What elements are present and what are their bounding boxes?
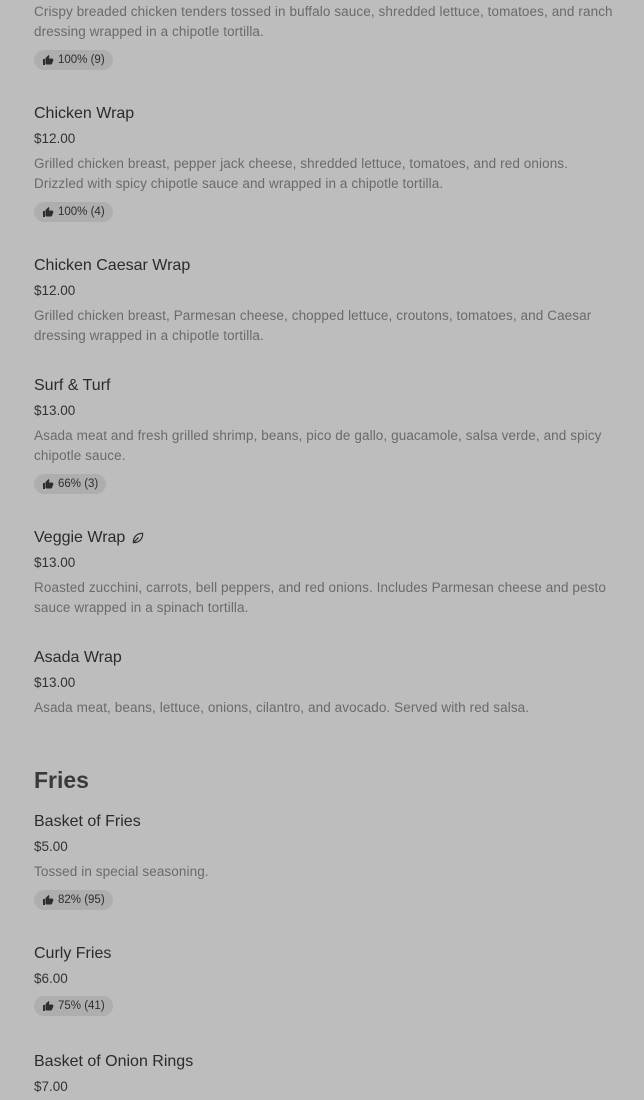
rating-badge (34, 202, 113, 222)
item-description: Grilled chicken breast, pepper jack cheese, shredded lettuce, tomatoes, and red onions. Drizzled with spicy chipotle sauce and wrapped in a chipotle tortilla. (34, 156, 569, 191)
menu-item[interactable] (34, 376, 614, 495)
item-description: Crispy breaded chicken tenders tossed in buffalo sauce, shredded lettuce, tomatoes, and ranch dressing wrapped in a chipotle tortilla. (34, 4, 613, 39)
item-price: $13.00 (34, 555, 76, 570)
menu-item[interactable] (34, 944, 614, 1017)
menu-item[interactable] (34, 104, 614, 223)
rating-badge (34, 890, 113, 910)
rating-text: 66% (3) (58, 478, 99, 490)
item-price: $5.00 (34, 839, 68, 854)
item-description: Asada meat, beans, lettuce, onions, cilantro, and avocado. Served with red salsa. (34, 700, 530, 715)
rating-badge (34, 996, 113, 1016)
item-price: $13.00 (34, 403, 76, 418)
item-price: $12.00 (34, 131, 76, 146)
menu-item[interactable] (34, 648, 614, 718)
item-name: Basket of Onion Rings (34, 1053, 194, 1070)
item-description: Roasted zucchini, carrots, bell peppers, and red onions. Includes Parmesan cheese and pesto sauce wrapped in a spinach tortilla. (34, 580, 606, 615)
item-price: $13.00 (34, 675, 76, 690)
item-name: Surf & Turf (34, 377, 111, 394)
thumbs-up-icon (42, 1000, 54, 1012)
menu-item-buffalo-wrap[interactable] (34, 2, 614, 71)
item-description: Grilled chicken breast, Parmesan cheese, chopped lettuce, croutons, tomatoes, and Caesar dressing wrapped in a chipotle tortilla. (34, 308, 592, 343)
thumbs-up-icon (42, 206, 54, 218)
rating-text: 100% (9) (58, 54, 105, 66)
item-name: Asada Wrap (34, 649, 122, 666)
item-description: Asada meat and fresh grilled shrimp, beans, pico de gallo, guacamole, salsa verde, and spicy chipotle sauce. (34, 428, 602, 463)
menu-item[interactable] (34, 1052, 614, 1096)
thumbs-up-icon (42, 478, 54, 490)
item-name: Basket of Fries (34, 813, 141, 830)
rating-text: 82% (95) (58, 894, 105, 906)
item-name: Chicken Caesar Wrap (34, 257, 191, 274)
menu-item[interactable] (34, 812, 614, 911)
item-name: Veggie Wrap (34, 528, 614, 548)
rating-text: 75% (41) (58, 1000, 105, 1012)
rating-badge (34, 474, 106, 494)
item-name: Curly Fries (34, 945, 112, 962)
item-price: $6.00 (34, 971, 68, 986)
rating-badge (34, 50, 113, 70)
rating-text: 100% (4) (58, 206, 105, 218)
item-name: Chicken Wrap (34, 105, 135, 122)
item-description: Tossed in special seasoning. (34, 864, 209, 879)
menu-item[interactable] (34, 256, 614, 346)
thumbs-up-icon (42, 54, 54, 66)
section-title-fries: Fries (34, 767, 89, 793)
item-price: $12.00 (34, 283, 76, 298)
leaf-icon (131, 531, 145, 545)
thumbs-up-icon (42, 894, 54, 906)
item-price: $7.00 (34, 1079, 68, 1094)
menu-item[interactable] (34, 528, 614, 618)
